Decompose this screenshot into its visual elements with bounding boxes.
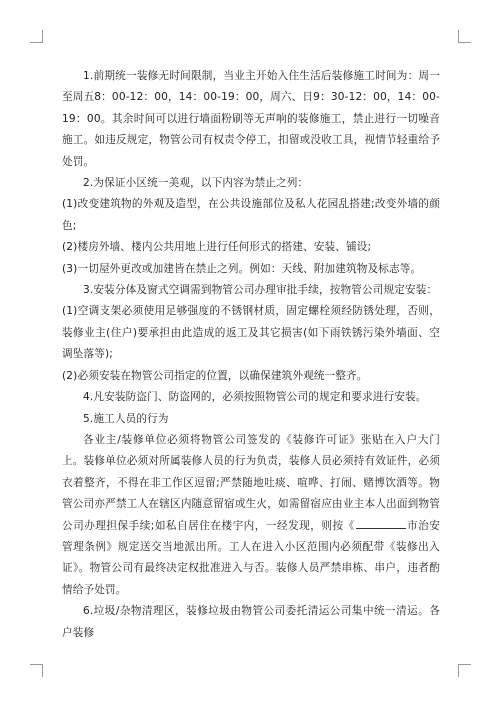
paragraph-prohibited-item-1: (1)改变建筑物的外观及造型，在公共设施部位及私人花园乱搭建;改变外墙的颜色;: [62, 198, 440, 232]
document-body: [62, 66, 440, 644]
fill-in-blank: [356, 517, 406, 529]
crop-mark-bottom-left: [30, 664, 43, 677]
worker-conduct-text-part-2: 市治安管理条例》规定送交当地派出所。工人在进入小区范围内必须配带《装修出入证》。物管公司有最终决定权批准进入与否。装修人员严禁串栋、串户，违者酌情给予处罚。: [62, 519, 440, 596]
paragraph-prohibited-item-3: (3)一切屋外更改或加建皆在禁止之列。例如：天线、附加建筑物及标志等。: [62, 262, 422, 275]
crop-mark-top-left: [30, 30, 43, 43]
paragraph-security-doors: 4.凡安装防盗门、防盗网的，必须按照物管公司的规定和要求进行安装。: [83, 391, 427, 404]
crop-mark-top-right: [458, 30, 471, 43]
worker-conduct-text-part-1: 各业主/装修单位必须将物管公司签发的《装修许可证》张贴在入户大门上。装修单位必须对所属装修人员的行为负责，装修人员必须持有效证件，必须衣着整齐，不得在非工作区逗留;严禁随地吐痰、喧哗、打闹、赌博饮酒等。物管公司亦严禁工人在辖区内随意留宿或生火，如需留宿应由业主本人出面到物管公司办理担保手续;如私自居住在楼宇内，一经发现，则按《: [62, 433, 440, 532]
crop-mark-bottom-right: [458, 664, 471, 677]
paragraph-worker-conduct-heading: 5.施工人员的行为: [83, 412, 169, 425]
paragraph-air-conditioner: 3.安装分体及窗式空调需到物管公司办理审批手续，按物管公司规定安装：: [83, 284, 438, 297]
paragraph-ac-item-1: (1)空调支架必须使用足够强度的不锈钢材质，固定螺栓须经防锈处理，否则，装修业主(住户)要承担由此造成的返工及其它损害(如下雨铁锈污染外墙面、空调坠落等);: [62, 305, 440, 361]
paragraph-ac-item-2: (2)必须安装在物管公司指定的位置，以确保建筑外观统一整齐。: [62, 369, 368, 382]
paragraph-renovation-hours: 1.前期统一装修无时间限制，当业主开始入住生活后装修施工时间为：周一至周五8：00-12：00，14：00-19：00，周六、日9：30-12：00，14：00-19：00。其余时间可以进行墙面粉刷等无声响的装修施工，禁止进行一切噪音施工。如违反规定，物管公司有权责令停工，扣留或没收工具，视情节轻重给予处罚。: [62, 70, 440, 168]
paragraph-garbage: 6.垃圾/杂物清理区，装修垃圾由物管公司委托清运公司集中统一清运。各户装修: [62, 605, 440, 639]
paragraph-worker-conduct: [62, 430, 440, 601]
paragraph-prohibited-heading: 2.为保证小区统一美观，以下内容为禁止之列：: [83, 177, 309, 190]
paragraph-prohibited-item-2: (2)楼房外墙、楼内公共用地上进行任何形式的搭建、安装、铺设;: [62, 241, 372, 254]
